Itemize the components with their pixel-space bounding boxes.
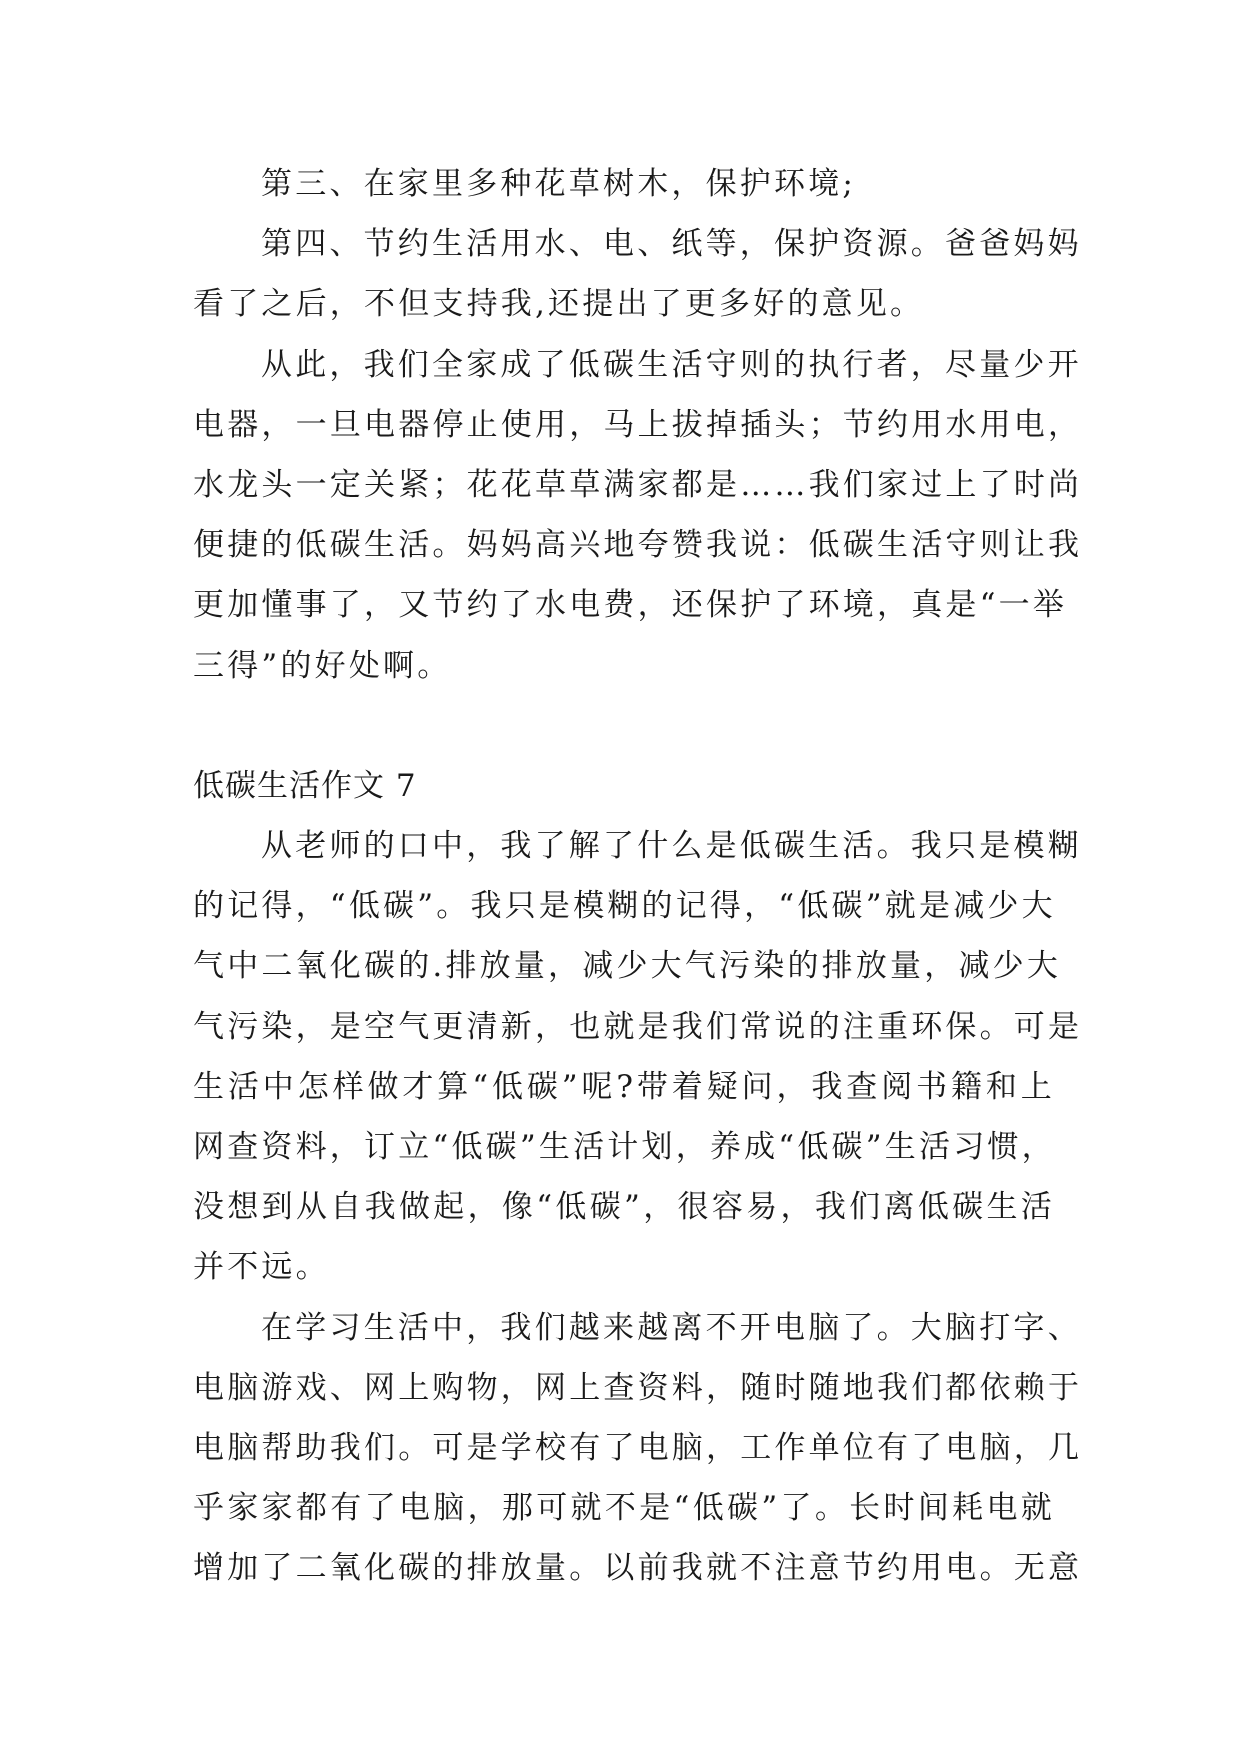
text-line: 生活中怎样做才算“低碳”呢?带着疑问，我查阅书籍和上 <box>193 1068 1055 1105</box>
text-line: 水龙头一定关紧；花花草草满家都是……我们家过上了时尚 <box>193 466 1083 503</box>
paragraph-plant-trees <box>193 154 1055 214</box>
essay-body <box>193 154 1083 1599</box>
paragraph-save-resources <box>193 214 1082 334</box>
text-line: 在学习生活中，我们越来越离不开电脑了。大脑打字、 <box>261 1309 1082 1346</box>
text-line: 更加懂事了，又节约了水电费，还保护了环境，真是“一举 <box>193 587 1068 624</box>
section-spacer <box>193 696 1055 756</box>
text-line: 从此，我们全家成了低碳生活守则的执行者，尽量少开 <box>261 346 1082 383</box>
paragraph-teacher-intro <box>193 816 1083 1298</box>
text-line: 第四、节约生活用水、电、纸等，保护资源。爸爸妈妈 <box>261 226 1082 263</box>
text-line: 乎家家都有了电脑，那可就不是“低碳”了。长时间耗电就 <box>193 1490 1055 1527</box>
text-line: 并不远。 <box>193 1249 330 1286</box>
paragraph-computer-usage <box>193 1298 1083 1599</box>
text-line: 增加了二氧化碳的排放量。以前我就不注意节约用电。无意 <box>193 1550 1083 1587</box>
essay-heading: 低碳生活作文 7 <box>193 767 417 804</box>
text-line: 电器，一旦电器停止使用，马上拔掉插头；节约用水用电， <box>193 406 1083 443</box>
text-line: 便捷的低碳生活。妈妈高兴地夸赞我说：低碳生活守则让我 <box>193 527 1083 564</box>
text-line: 的记得，“低碳”。我只是模糊的记得，“低碳”就是减少大 <box>193 888 1056 925</box>
text-line: 气污染，是空气更清新，也就是我们常说的注重环保。可是 <box>193 1008 1083 1045</box>
text-line: 气中二氧化碳的.排放量，减少大气污染的排放量，减少大 <box>193 948 1062 985</box>
text-line: 从老师的口中，我了解了什么是低碳生活。我只是模糊 <box>261 828 1082 865</box>
text-line: 网查资料，订立“低碳”生活计划，养成“低碳”生活习惯， <box>193 1129 1056 1165</box>
paragraph-family-low-carbon <box>193 335 1083 696</box>
text-line: 电脑帮助我们。可是学校有了电脑，工作单位有了电脑，几 <box>193 1429 1083 1466</box>
text-line: 电脑游戏、网上购物，网上查资料，随时随地我们都依赖于 <box>193 1369 1083 1406</box>
text-line: 三得”的好处啊。 <box>193 647 452 684</box>
text-line: 第三、在家里多种花草树木，保护环境; <box>261 166 857 202</box>
text-line: 看了之后，不但支持我,还提出了更多好的意见。 <box>193 286 925 323</box>
text-line: 没想到从自我做起，像“低碳”，很容易，我们离低碳生活 <box>193 1189 1055 1226</box>
